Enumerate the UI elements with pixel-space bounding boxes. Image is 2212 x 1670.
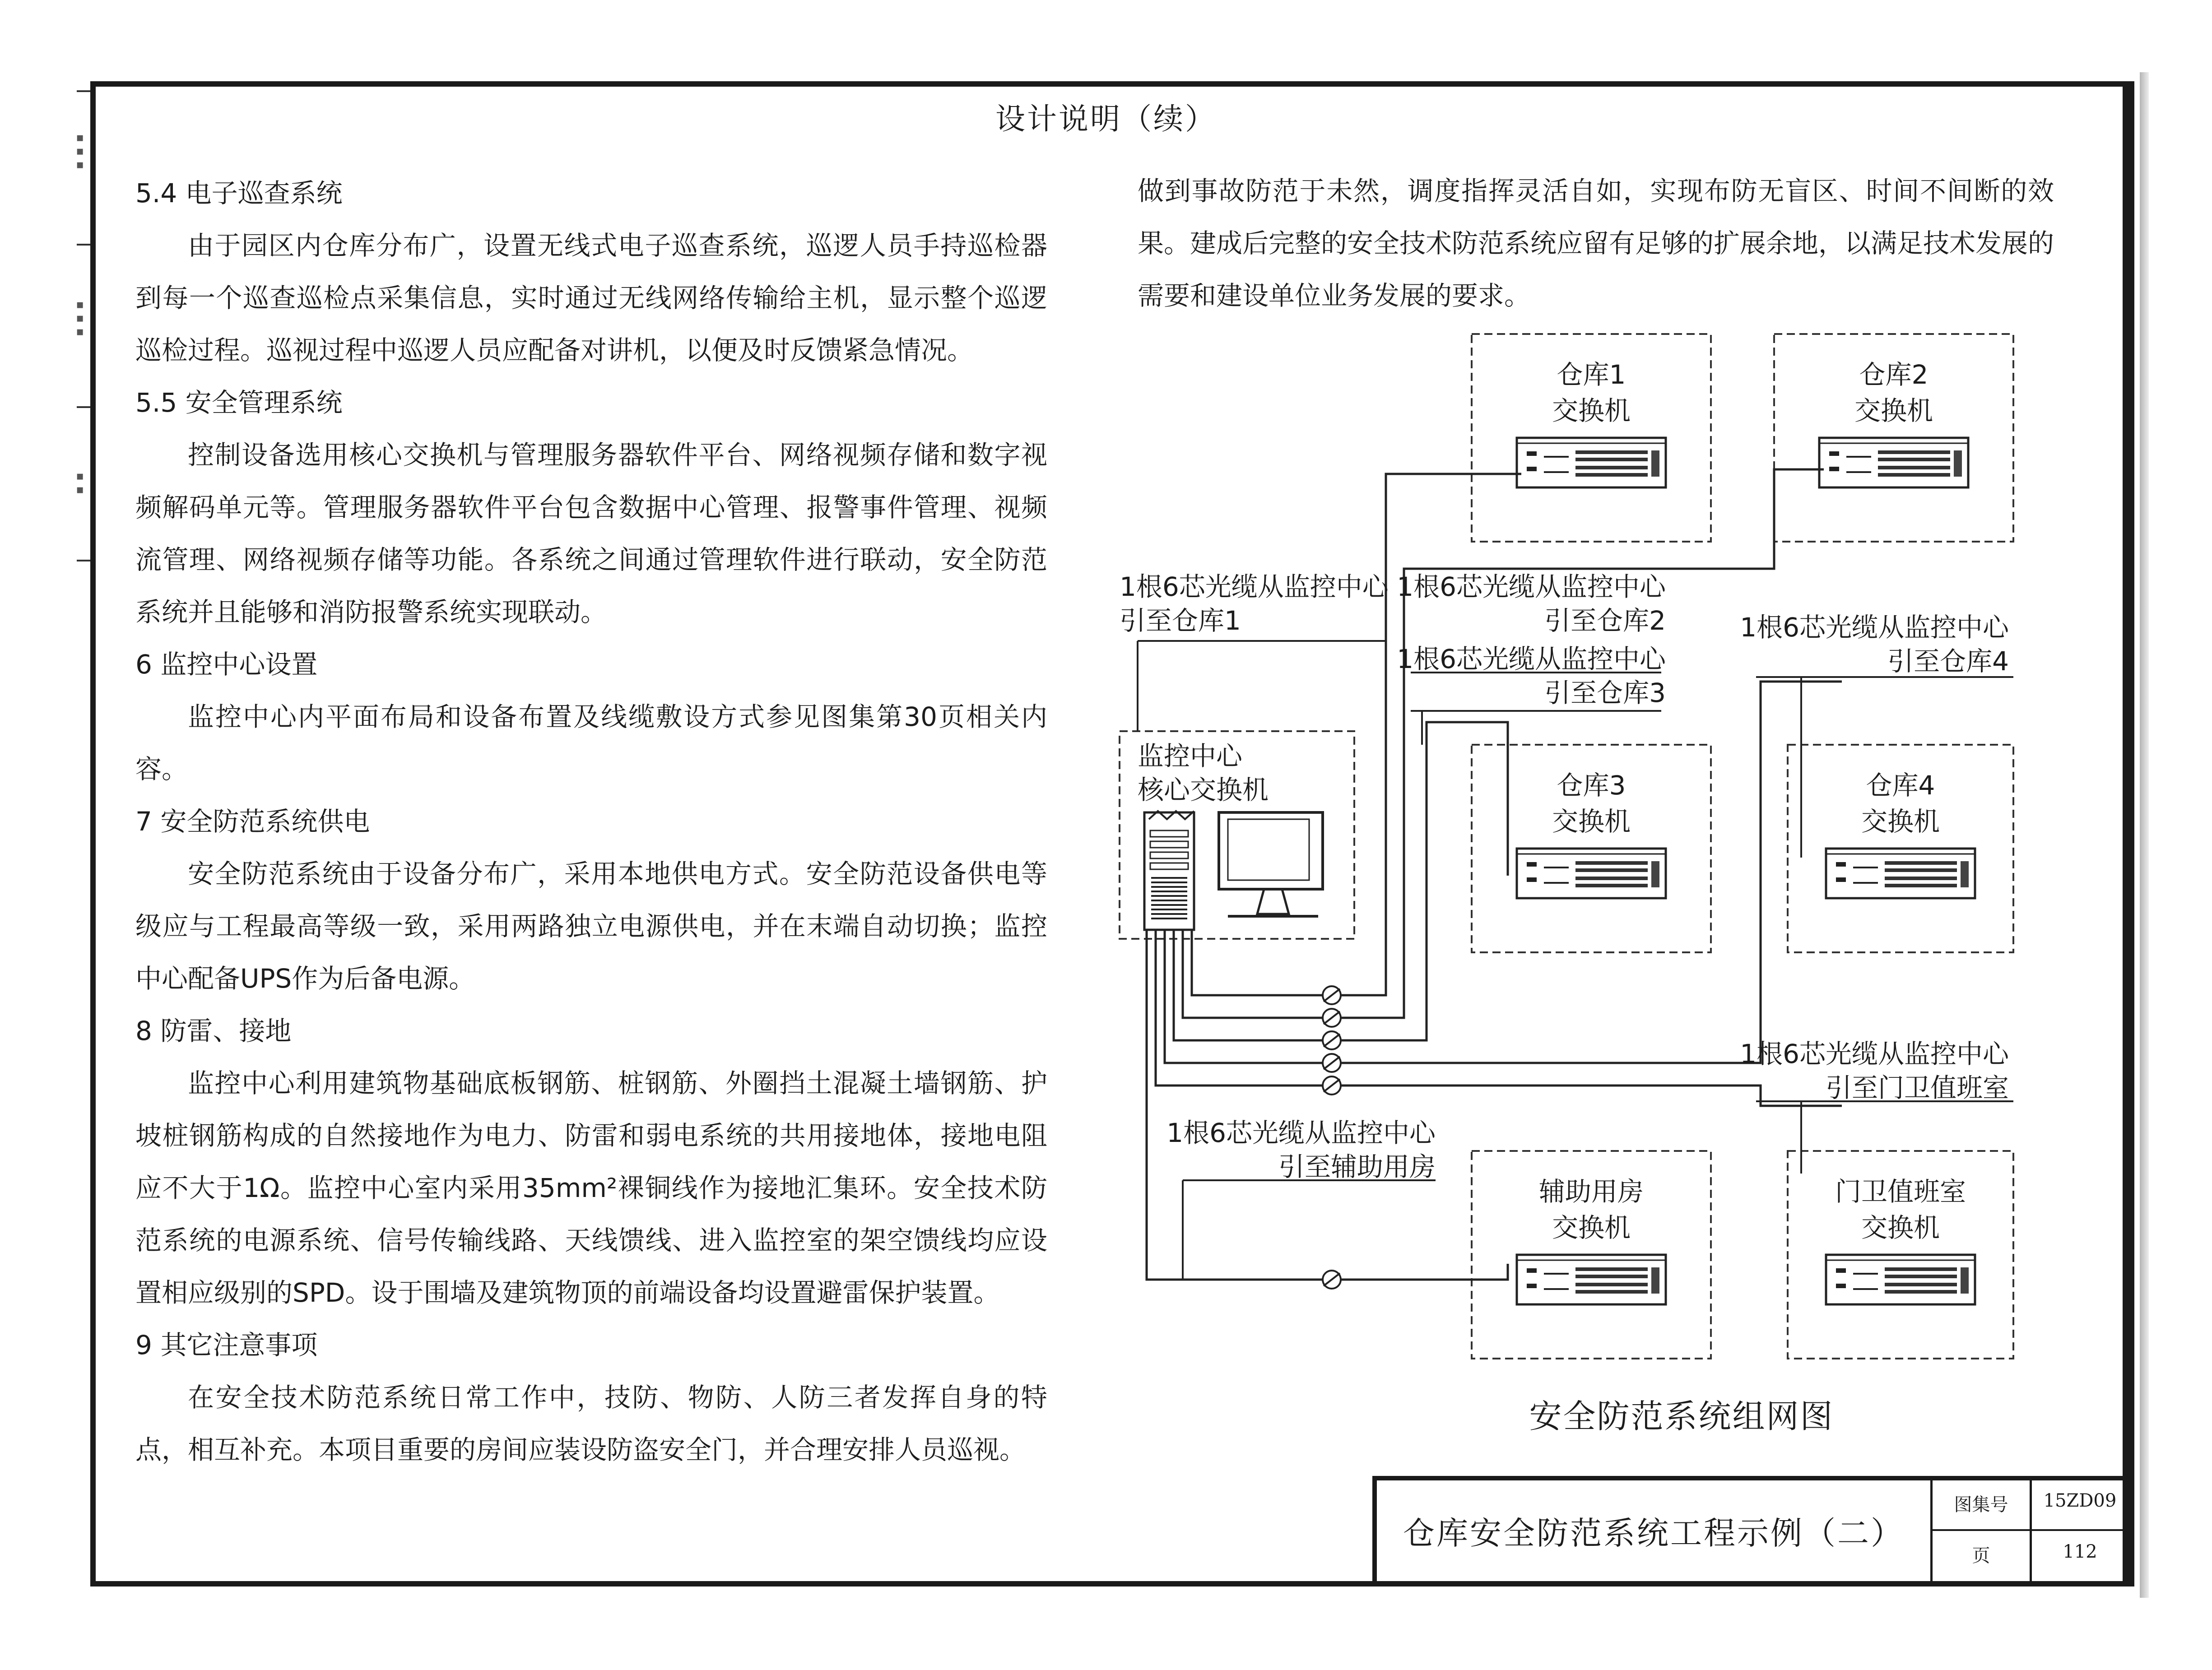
section-paragraph: 由于园区内仓库分布广，设置无线式电子巡查系统，巡逻人员手持巡检器到每一个巡查巡检点采集信息，实时通过无线网络传输给主机，显示整个巡逻巡检过程。巡视过程中巡逻人员应配备对讲机，以便及时反馈紧急情况。	[135, 230, 1047, 366]
page-title: 设计说明（续）	[995, 102, 1217, 136]
node-label-name: 仓库1	[1557, 359, 1626, 390]
server-icon	[1150, 841, 1188, 848]
cable-label: 1根6芯光缆从监控中心	[1166, 1118, 1436, 1148]
cable-label: 引至仓库2	[1544, 605, 1666, 636]
section-heading: 5.5 安全管理系统	[135, 387, 343, 418]
binding-signature-stamp: ▪▪	[73, 469, 87, 496]
section-heading: 9 其它注意事项	[135, 1330, 318, 1360]
cable-label: 引至仓库3	[1544, 677, 1666, 708]
switch-icon	[1826, 849, 1975, 898]
monitor-center-label: 监控中心	[1138, 741, 1243, 771]
node-label-type: 交换机	[1861, 806, 1940, 837]
switch-icon	[1517, 1255, 1666, 1304]
node-label-name: 仓库2	[1859, 359, 1929, 390]
switch-icon	[1517, 849, 1666, 898]
server-icon	[1150, 863, 1188, 869]
cable-label: 1根6芯光缆从监控中心	[1740, 1039, 2009, 1069]
switch-icon	[1517, 438, 1666, 487]
server-icon	[1150, 852, 1188, 858]
drawing-title: 仓库安全防范系统工程示例（二）	[1403, 1515, 1904, 1552]
monitor-icon	[1219, 812, 1323, 889]
binding-signature-stamp: ▪▪▪	[73, 298, 87, 339]
section-paragraph: 在安全技术防范系统日常工作中，技防、物防、人防三者发挥自身的特点，相互补充。本项目重要的房间应装设防盗安全门，并合理安排人员巡视。	[135, 1382, 1047, 1465]
page-number: 112	[2063, 1541, 2097, 1562]
server-icon	[1150, 830, 1188, 837]
monitor-center-label: 核心交换机	[1138, 775, 1269, 805]
atlas-number: 15ZD09	[2043, 1490, 2117, 1511]
node-label-type: 交换机	[1861, 1212, 1940, 1243]
section-paragraph: 监控中心内平面布局和设备布置及线缆敷设方式参见图集第30页相关内容。	[135, 701, 1047, 784]
node-label-name: 门卫值班室	[1835, 1176, 1966, 1207]
node-label-type: 交换机	[1552, 395, 1631, 426]
cable-label: 1根6芯光缆从监控中心	[1397, 571, 1666, 602]
node-label-type: 交换机	[1552, 806, 1631, 837]
cable-label: 引至辅助用房	[1278, 1151, 1436, 1182]
cable-label: 引至仓库4	[1887, 646, 2009, 677]
node-label-name: 辅助用房	[1538, 1176, 1644, 1207]
right-intro-paragraph: 做到事故防范于未然，调度指挥灵活自如，实现布防无盲区、时间不间断的效果。建成后完整的安全技术防范系统应留有足够的扩展余地，以满足技术发展的需要和建设单位业务发展的要求。	[1138, 176, 2054, 311]
section-heading: 8 防雷、接地	[135, 1016, 292, 1046]
page-label: 页	[1972, 1545, 1990, 1566]
section-paragraph: 安全防范系统由于设备分布广，采用本地供电方式。安全防范设备供电等级应与工程最高等级一致，采用两路独立电源供电，并在末端自动切换；监控中心配备UPS作为后备电源。	[135, 858, 1047, 994]
section-heading: 6 监控中心设置	[135, 649, 318, 680]
atlas-label: 图集号	[1954, 1494, 2008, 1515]
node-label-type: 交换机	[1552, 1212, 1631, 1243]
diagram-title: 安全防范系统组网图	[1529, 1397, 1834, 1435]
binding-signature-stamp: ▪▪▪	[73, 131, 87, 172]
monitor-icon	[1257, 889, 1289, 914]
fiber-cable	[1183, 469, 1824, 1018]
node-label-name: 仓库4	[1866, 770, 1935, 801]
switch-icon	[1819, 438, 1968, 487]
node-label-name: 仓库3	[1557, 770, 1626, 801]
title-block	[1372, 1476, 2124, 1581]
cable-label: 引至门卫值班室	[1825, 1072, 2009, 1103]
title-block-divider	[1930, 1529, 2128, 1531]
cable-label: 1根6芯光缆从监控中心	[1740, 612, 2009, 643]
cable-label: 1根6芯光缆从监控中心	[1120, 571, 1389, 602]
section-paragraph: 监控中心利用建筑物基础底板钢筋、桩钢筋、外圈挡土混凝土墙钢筋、护坡桩钢筋构成的自然接地作为电力、防雷和弱电系统的共用接地体，接地电阻应不大于1Ω。监控中心室内采用35mm²裸铜线作为接地汇集环。安全技术防范系统的电源系统、信号传输线路、天线馈线、进入监控室的架空馈线均应设置相应级别的SPD。设于围墙及建筑物顶的前端设备均设置避雷保护装置。	[135, 1068, 1047, 1308]
section-heading: 7 安全防范系统供电	[135, 806, 370, 837]
fiber-cable	[1147, 930, 1508, 1280]
cable-label: 引至仓库1	[1120, 605, 1241, 636]
switch-icon	[1826, 1255, 1975, 1304]
cable-label: 1根6芯光缆从监控中心	[1397, 644, 1666, 674]
section-heading: 5.4 电子巡查系统	[135, 178, 343, 209]
section-paragraph: 控制设备选用核心交换机与管理服务器软件平台、网络视频存储和数字视频解码单元等。管理服务器软件平台包含数据中心管理、报警事件管理、视频流管理、网络视频存储等功能。各系统之间通过管理软件进行联动，安全防范系统并且能够和消防报警系统实现联动。	[135, 440, 1047, 627]
node-label-type: 交换机	[1854, 395, 1933, 426]
